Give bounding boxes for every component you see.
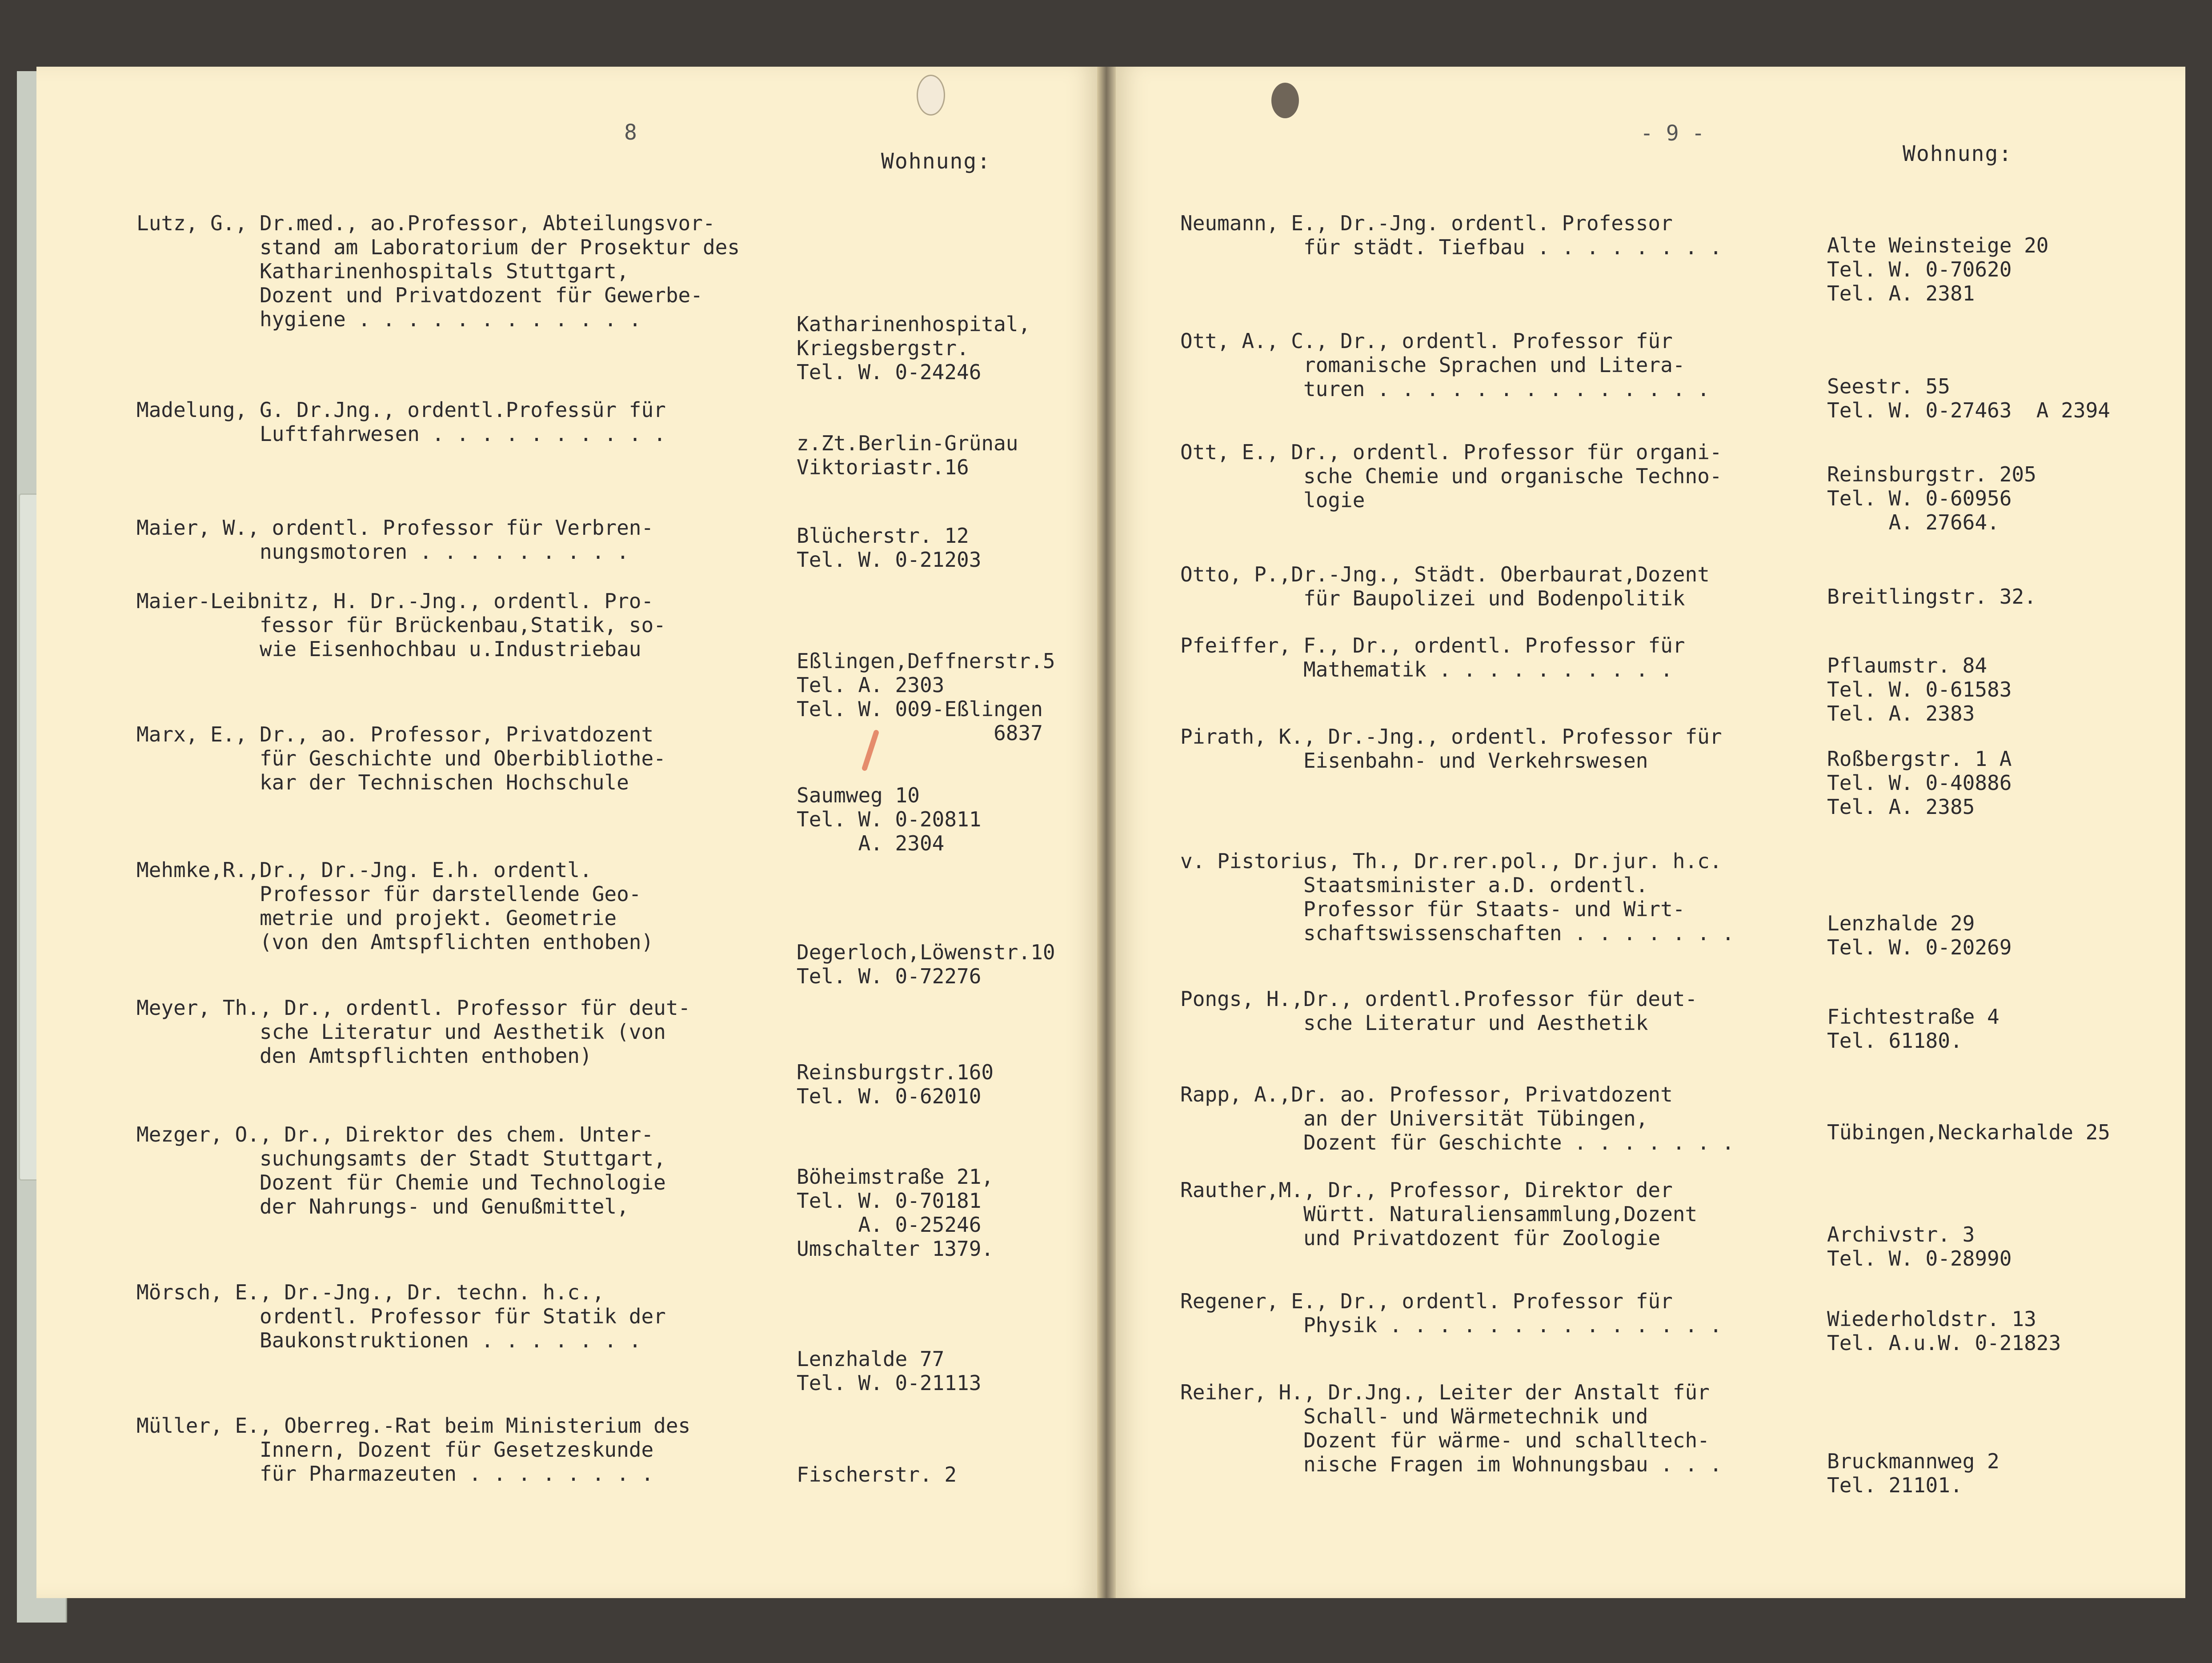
entry-line: metrie und projekt. Geometrie: [136, 906, 617, 930]
address-line: Tel. A. 2383: [1827, 701, 1975, 725]
punch-hole: [917, 75, 945, 116]
entry-address: [1827, 1222, 2012, 1270]
entry-line: Physik . . . . . . . . . . . . . .: [1180, 1313, 1722, 1337]
address-line: Katharinenhospital,: [797, 312, 1031, 336]
entry-line: Württ. Naturaliensammlung,Dozent: [1180, 1202, 1698, 1226]
entry-line: ordentl. Professor für Statik der: [136, 1304, 666, 1328]
entry-line: für Baupolizei und Bodenpolitik: [1180, 586, 1685, 610]
directory-entry: [1180, 1289, 1722, 1337]
entry-line: nungsmotoren . . . . . . . . .: [136, 540, 629, 564]
entry-address: [1827, 747, 2012, 819]
column-header-wohnung: Wohnung:: [881, 149, 991, 174]
entry-line: sche Chemie und organische Techno-: [1180, 464, 1722, 488]
entry-address: [797, 1463, 957, 1487]
directory-entry: [136, 1280, 666, 1352]
entry-line: Dozent für wärme- und schalltech-: [1180, 1428, 1710, 1452]
left-page: [36, 67, 1099, 1598]
directory-entry: [136, 516, 653, 564]
entry-line: stand am Laboratorium der Prosektur des: [136, 235, 740, 259]
entry-line: Pongs, H.,Dr., ordentl.Professor für deut-: [1180, 987, 1698, 1011]
punch-hole: [1271, 83, 1299, 118]
address-line: Kriegsbergstr.: [797, 336, 969, 360]
entry-address: [1827, 585, 2036, 609]
entry-address: [797, 940, 1055, 988]
entry-address: [1827, 1449, 2000, 1497]
entry-line: den Amtspflichten enthoben): [136, 1044, 592, 1068]
address-line: Tel. W. 0-72276: [797, 964, 982, 988]
entry-line: Maier, W., ordentl. Professor für Verbren-: [136, 516, 654, 540]
entry-line: Professor für darstellende Geo-: [136, 882, 641, 906]
address-line: Tel. W. 0-70181: [797, 1189, 982, 1213]
address-line: Lenzhalde 77: [797, 1347, 945, 1371]
address-line: Tel. W. 0-70620: [1827, 257, 2012, 281]
entry-line: Müller, E., Oberreg.-Rat beim Ministerium des: [136, 1414, 691, 1438]
entry-address: [1827, 911, 2012, 959]
address-line: A. 27664.: [1827, 510, 2000, 534]
entry-line: sche Literatur und Aesthetik (von: [136, 1020, 666, 1044]
address-line: Degerloch,Löwenstr.10: [797, 940, 1055, 964]
entry-line: Rapp, A.,Dr. ao. Professor, Privatdozent: [1180, 1082, 1673, 1106]
entry-line: Mehmke,R.,Dr., Dr.-Jng. E.h. ordentl.: [136, 858, 592, 882]
address-line: Reinsburgstr. 205: [1827, 462, 2036, 486]
address-line: Wiederholdstr. 13: [1827, 1307, 2036, 1331]
address-line: Tel. W. 0-61583: [1827, 677, 2012, 701]
entry-address: [1827, 1120, 2110, 1144]
entry-line: turen . . . . . . . . . . . . . .: [1180, 377, 1710, 401]
directory-entry: [1180, 1082, 1734, 1154]
page-number: 8: [624, 120, 637, 145]
entry-address: [797, 649, 1055, 745]
address-line: Fichtestraße 4: [1827, 1005, 2000, 1029]
entry-line: Dozent und Privatdozent für Gewerbe-: [136, 283, 703, 307]
entry-address: [1827, 653, 2012, 725]
entry-line: Mathematik . . . . . . . . . .: [1180, 657, 1673, 681]
address-line: Tel. W. 0-27463 A 2394: [1827, 398, 2110, 422]
directory-entry: [136, 1414, 690, 1486]
address-line: Tel. A.u.W. 0-21823: [1827, 1331, 2061, 1355]
right-page: [1116, 67, 2185, 1598]
address-line: Tel. W. 0-62010: [797, 1084, 982, 1108]
entry-line: sche Literatur und Aesthetik: [1180, 1011, 1648, 1035]
directory-entry: [1180, 329, 1710, 401]
address-line: Eßlingen,Deffnerstr.5: [797, 649, 1055, 673]
address-line: Umschalter 1379.: [797, 1237, 994, 1261]
entry-line: Pfeiffer, F., Dr., ordentl. Professor für: [1180, 633, 1685, 657]
directory-entry: [1180, 633, 1685, 681]
entry-line: Katharinenhospitals Stuttgart,: [136, 259, 629, 283]
entry-line: an der Universität Tübingen,: [1180, 1106, 1648, 1130]
address-line: Pflaumstr. 84: [1827, 653, 1988, 677]
entry-line: hygiene . . . . . . . . . . . .: [136, 307, 641, 331]
column-header-wohnung: Wohnung:: [1903, 141, 2013, 166]
address-line: Tel. 61180.: [1827, 1029, 1963, 1053]
entry-line: und Privatdozent für Zoologie: [1180, 1226, 1661, 1250]
entry-line: Maier-Leibnitz, H. Dr.-Jng., ordentl. Pro-: [136, 589, 654, 613]
directory-entry: [136, 858, 653, 954]
address-line: z.Zt.Berlin-Grünau: [797, 431, 1018, 455]
address-line: Tel. W. 009-Eßlingen: [797, 697, 1043, 721]
page-number: - 9 -: [1640, 121, 1705, 146]
directory-entry: [1180, 725, 1722, 773]
address-line: 6837: [797, 721, 1043, 745]
address-line: Böheimstraße 21,: [797, 1165, 994, 1189]
entry-address: [1827, 1005, 2000, 1053]
entry-address: [797, 431, 1018, 479]
address-line: Seestr. 55: [1827, 374, 1950, 398]
address-line: Roßbergstr. 1 A: [1827, 747, 2012, 771]
entry-address: [797, 524, 981, 572]
entry-address: [797, 312, 1030, 384]
address-line: Tel. W. 0-28990: [1827, 1246, 2012, 1270]
entry-address: [1827, 462, 2036, 534]
entry-line: für städt. Tiefbau . . . . . . . .: [1180, 235, 1722, 259]
entry-line: Regener, E., Dr., ordentl. Professor für: [1180, 1289, 1673, 1313]
entry-line: Professor für Staats- und Wirt-: [1180, 897, 1685, 921]
directory-entry: [136, 996, 690, 1068]
entry-address: [797, 1060, 994, 1108]
entry-line: Schall- und Wärmetechnik und: [1180, 1404, 1648, 1428]
address-line: Tel. W. 0-20269: [1827, 935, 2012, 959]
directory-entry: [136, 1122, 666, 1218]
entry-line: Innern, Dozent für Gesetzeskunde: [136, 1438, 654, 1462]
entry-line: schaftswissenschaften . . . . . . .: [1180, 921, 1735, 945]
entry-line: Ott, E., Dr., ordentl. Professor für organi-: [1180, 440, 1722, 464]
address-line: Reinsburgstr.160: [797, 1060, 994, 1084]
address-line: Tel. A. 2381: [1827, 281, 1975, 305]
directory-entry: [136, 722, 666, 794]
entry-line: Mörsch, E., Dr.-Jng., Dr. techn. h.c.,: [136, 1280, 605, 1304]
entry-line: suchungsamts der Stadt Stuttgart,: [136, 1146, 666, 1170]
entry-line: für Geschichte und Oberbibliothe-: [136, 746, 666, 770]
address-line: Tel. W. 0-24246: [797, 360, 982, 384]
address-line: Blücherstr. 12: [797, 524, 969, 548]
address-line: Fischerstr. 2: [797, 1463, 957, 1487]
directory-entry: [136, 589, 666, 661]
entry-line: Rauther,M., Dr., Professor, Direktor der: [1180, 1178, 1673, 1202]
entry-line: Marx, E., Dr., ao. Professor, Privatdozent: [136, 722, 654, 746]
entry-line: Neumann, E., Dr.-Jng. ordentl. Professor: [1180, 211, 1673, 235]
directory-entry: [1180, 1178, 1697, 1250]
entry-line: Pirath, K., Dr.-Jng., ordentl. Professor für: [1180, 725, 1722, 749]
entry-line: für Pharmazeuten . . . . . . . .: [136, 1462, 654, 1486]
address-line: Archivstr. 3: [1827, 1222, 1975, 1246]
address-line: Lenzhalde 29: [1827, 911, 1975, 935]
directory-entry: [1180, 1380, 1722, 1476]
address-line: A. 2304: [797, 831, 945, 855]
address-line: Tel. 21101.: [1827, 1473, 1963, 1497]
entry-line: v. Pistorius, Th., Dr.rer.pol., Dr.jur. h.c.: [1180, 849, 1722, 873]
address-line: Viktoriastr.16: [797, 455, 969, 479]
address-line: A. 0-25246: [797, 1213, 982, 1237]
directory-entry: [1180, 211, 1722, 259]
entry-line: Dozent für Geschichte . . . . . . .: [1180, 1130, 1735, 1154]
address-line: Tel. W. 0-20811: [797, 807, 982, 831]
entry-line: Mezger, O., Dr., Direktor des chem. Unter-: [136, 1122, 654, 1146]
address-line: Tübingen,Neckarhalde 25: [1827, 1120, 2110, 1144]
entry-line: Lutz, G., Dr.med., ao.Professor, Abteilungsvor-: [136, 211, 715, 235]
entry-line: fessor für Brückenbau,Statik, so-: [136, 613, 666, 637]
entry-line: nische Fragen im Wohnungsbau . . .: [1180, 1452, 1722, 1476]
directory-entry: [136, 398, 666, 446]
entry-line: Otto, P.,Dr.-Jng., Städt. Oberbaurat,Dozent: [1180, 562, 1710, 586]
entry-line: logie: [1180, 488, 1365, 512]
directory-entry: [1180, 849, 1734, 945]
entry-line: Baukonstruktionen . . . . . . .: [136, 1328, 641, 1352]
address-line: Tel. A. 2303: [797, 673, 945, 697]
address-line: Breitlingstr. 32.: [1827, 585, 2036, 609]
entry-line: wie Eisenhochbau u.Industriebau: [136, 637, 641, 661]
entry-line: Eisenbahn- und Verkehrswesen: [1180, 749, 1648, 773]
entry-address: [797, 1165, 994, 1261]
entry-address: [797, 1347, 981, 1395]
entry-line: Luftfahrwesen . . . . . . . . . .: [136, 422, 666, 446]
entry-line: Madelung, G. Dr.Jng., ordentl.Professür für: [136, 398, 666, 422]
address-line: Tel. W. 0-40886: [1827, 771, 2012, 795]
entry-line: der Nahrungs- und Genußmittel,: [136, 1194, 629, 1218]
address-line: Bruckmannweg 2: [1827, 1449, 2000, 1473]
entry-line: (von den Amtspflichten enthoben): [136, 930, 654, 954]
directory-entry: [1180, 440, 1722, 512]
entry-line: Reiher, H., Dr.Jng., Leiter der Anstalt für: [1180, 1380, 1710, 1404]
directory-entry: [1180, 987, 1697, 1035]
address-line: Tel. A. 2385: [1827, 795, 1975, 819]
directory-entry: [136, 211, 740, 331]
directory-entry: [1180, 562, 1710, 610]
address-line: Tel. W. 0-60956: [1827, 486, 2012, 510]
entry-line: Dozent für Chemie und Technologie: [136, 1170, 666, 1194]
address-line: Tel. W. 0-21113: [797, 1371, 982, 1395]
entry-line: Meyer, Th., Dr., ordentl. Professor für deut-: [136, 996, 691, 1020]
binding-gutter: [1097, 67, 1118, 1598]
entry-line: Ott, A., C., Dr., ordentl. Professor für: [1180, 329, 1673, 353]
address-line: Tel. W. 0-21203: [797, 548, 982, 572]
address-line: Alte Weinsteige 20: [1827, 233, 2049, 257]
entry-address: [1827, 1307, 2061, 1355]
entry-address: [1827, 374, 2110, 422]
entry-address: [797, 783, 981, 855]
address-line: Saumweg 10: [797, 783, 920, 807]
entry-line: Staatsminister a.D. ordentl.: [1180, 873, 1648, 897]
entry-line: kar der Technischen Hochschule: [136, 770, 629, 794]
entry-line: romanische Sprachen und Litera-: [1180, 353, 1685, 377]
entry-address: [1827, 233, 2049, 305]
